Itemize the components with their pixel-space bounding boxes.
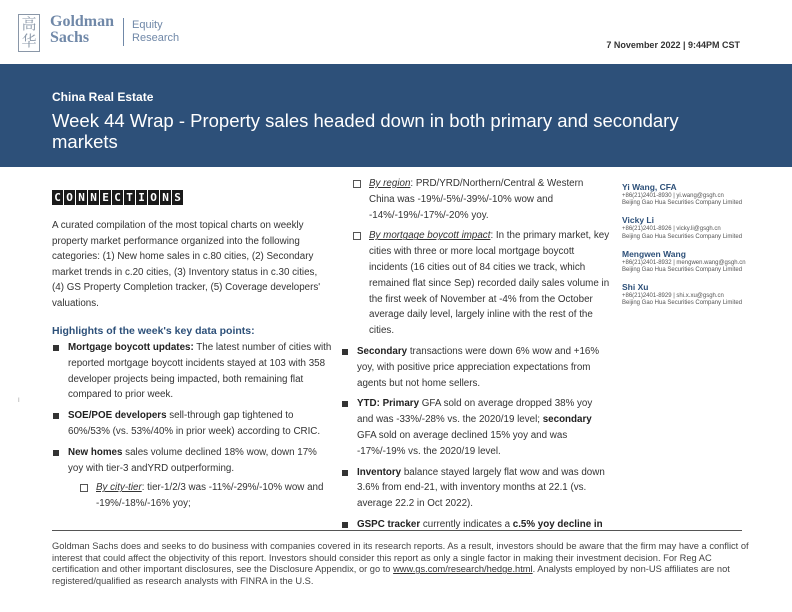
sub-list-item: By mortgage boycott impact: In the primary market, key cities with three or more local mortgage boycott incidents (16 cities out of 84 cities we track, which remained flat since Sep) recorded daily sales volume in the first week of November at -4% from the October average daily level, largely inline with the rest of the cities. bbox=[341, 228, 611, 339]
badge-letter: O bbox=[64, 190, 75, 205]
badge-letter: T bbox=[124, 190, 135, 205]
badge-letter: N bbox=[76, 190, 87, 205]
gs-logo bbox=[18, 14, 179, 52]
disclaimer: Goldman Sachs does and seeks to do business with companies covered in its research reports. As a result, investors should be aware that the firm may have a conflict of interest that could affect the objectivity of this report. Investors should consider this report as only a single factor in making their investment decision. For Reg AC certification and other important disclosures, see the Disclosure Appendix, or go to www.gs.com/research/hedge.html. Analysts employed by non-US affiliates are not registered/qualified as research analysts with FINRA in the U.S. bbox=[52, 541, 749, 586]
list-item: YTD: Primary GFA sold on average dropped 38% yoy and was -33%/-28% vs. the 2020/19 level; secondary GFA sold on average declined 15% yoy and was -17%/-19% vs. the 2020/19 level. bbox=[341, 396, 611, 459]
highlights-list-middle bbox=[341, 176, 611, 538]
sub-list bbox=[68, 480, 334, 512]
analyst-firm: Beijing Gao Hua Securities Company Limited bbox=[622, 300, 743, 307]
equity-research-label: Equity Research bbox=[132, 19, 180, 44]
analyst-contact: +86(21)2401-8929 | shi.x.xu@gsgh.cn bbox=[622, 293, 724, 300]
analyst-contact: +86(21)2401-8930 | yi.wang@gsgh.cn bbox=[622, 193, 724, 199]
margin-marker: I bbox=[18, 398, 20, 404]
highlights-list-left bbox=[52, 340, 334, 517]
intro-paragraph: A curated compilation of the most topical charts on weekly property market performance organized into the following categories: (1) New home sales in c.80 cities, (2) Secondary market trends in c.20 cities, (3) Inventory status in c.30 cities, (4) GS Property Completion tracker, (5) Coverage developers' valuations. bbox=[52, 220, 321, 309]
badge-letter: S bbox=[172, 190, 183, 205]
gao-hua-seal: 高华 bbox=[18, 14, 40, 52]
title-banner bbox=[0, 64, 792, 167]
analyst-name: Yi Wang, CFA bbox=[622, 182, 677, 192]
analyst-card bbox=[622, 282, 752, 307]
analyst-card bbox=[622, 249, 752, 274]
analyst-firm: Beijing Gao Hua Securities Company Limited bbox=[622, 233, 743, 240]
connections-badge bbox=[52, 190, 183, 205]
badge-letter: N bbox=[160, 190, 171, 205]
analyst-list bbox=[622, 182, 752, 316]
report-date: 7 November 2022 | 9:44PM CST bbox=[606, 40, 740, 50]
badge-letter: C bbox=[52, 190, 63, 205]
badge-letter: E bbox=[100, 190, 111, 205]
disclosure-link[interactable]: www.gs.com/research/hedge.html bbox=[393, 564, 533, 575]
section-label: China Real Estate bbox=[52, 90, 154, 104]
analyst-firm: Beijing Gao Hua Securities Company Limited bbox=[622, 267, 743, 274]
highlights-list bbox=[341, 344, 611, 533]
list-item: Secondary transactions were down 6% wow and +16% yoy, with positive price appreciation expectations from agents but not home sellers. bbox=[341, 344, 611, 391]
badge-letter: I bbox=[136, 190, 147, 205]
analyst-contact: +86(21)2401-8932 | mengwen.wang@gsgh.cn bbox=[622, 259, 746, 266]
badge-letter: C bbox=[112, 190, 123, 205]
analyst-name: Shi Xu bbox=[622, 282, 649, 293]
analyst-contact: +86(21)2401-8926 | vicky.li@gsgh.cn bbox=[622, 226, 721, 233]
badge-letter: O bbox=[148, 190, 159, 205]
sub-list-item: By city-tier: tier-1/2/3 was -11%/-29%/-10% wow and -19%/-18%/-16% yoy; bbox=[68, 480, 334, 512]
sub-list bbox=[341, 176, 611, 339]
analyst-firm: Beijing Gao Hua Securities Company Limited bbox=[622, 200, 743, 207]
highlights-heading: Highlights of the week's key data points: bbox=[52, 325, 255, 337]
goldman-sachs-wordmark: Goldman Sachs bbox=[50, 13, 115, 46]
list-item: GSPC tracker currently indicates a c.5% yoy decline in bbox=[341, 517, 611, 533]
analyst-name: Mengwen Wang bbox=[622, 248, 686, 259]
list-item: Inventory balance stayed largely flat wow and was down 3.6% from end-21, with inventory months at 22.1 (vs. average 22.2 in Oct 2022). bbox=[341, 465, 611, 512]
analyst-card bbox=[622, 182, 752, 207]
sub-list-item: By region: PRD/YRD/Northern/Central & Western China was -19%/-5%/-39%/-10% wow and -14%/-19%/-17%/-20% yoy. bbox=[341, 176, 611, 223]
analyst-name: Vicky Li bbox=[622, 215, 654, 226]
footer-divider bbox=[52, 530, 742, 531]
analyst-card bbox=[622, 215, 752, 240]
list-item: New homes sales volume declined 18% wow, down 17% yoy with tier-3 andYRD outperforming. By city-tier: tier-1/2/3 was -11%/-29%/-10% wow and -19%/-18%/-16% yoy; bbox=[52, 445, 334, 512]
list-item: SOE/POE developers sell-through gap tightened to 60%/53% (vs. 53%/40% in prior week) according to CRIC. bbox=[52, 408, 334, 440]
badge-letter: N bbox=[88, 190, 99, 205]
logo-divider bbox=[123, 18, 124, 46]
list-item: Mortgage boycott updates: The latest number of cities with reported mortgage boycott incidents stayed at 103 with 358 developer projects being impacted, both remaining flat compared to prior week. bbox=[52, 340, 334, 403]
page-title: Week 44 Wrap - Property sales headed down in both primary and secondary markets bbox=[52, 110, 679, 152]
